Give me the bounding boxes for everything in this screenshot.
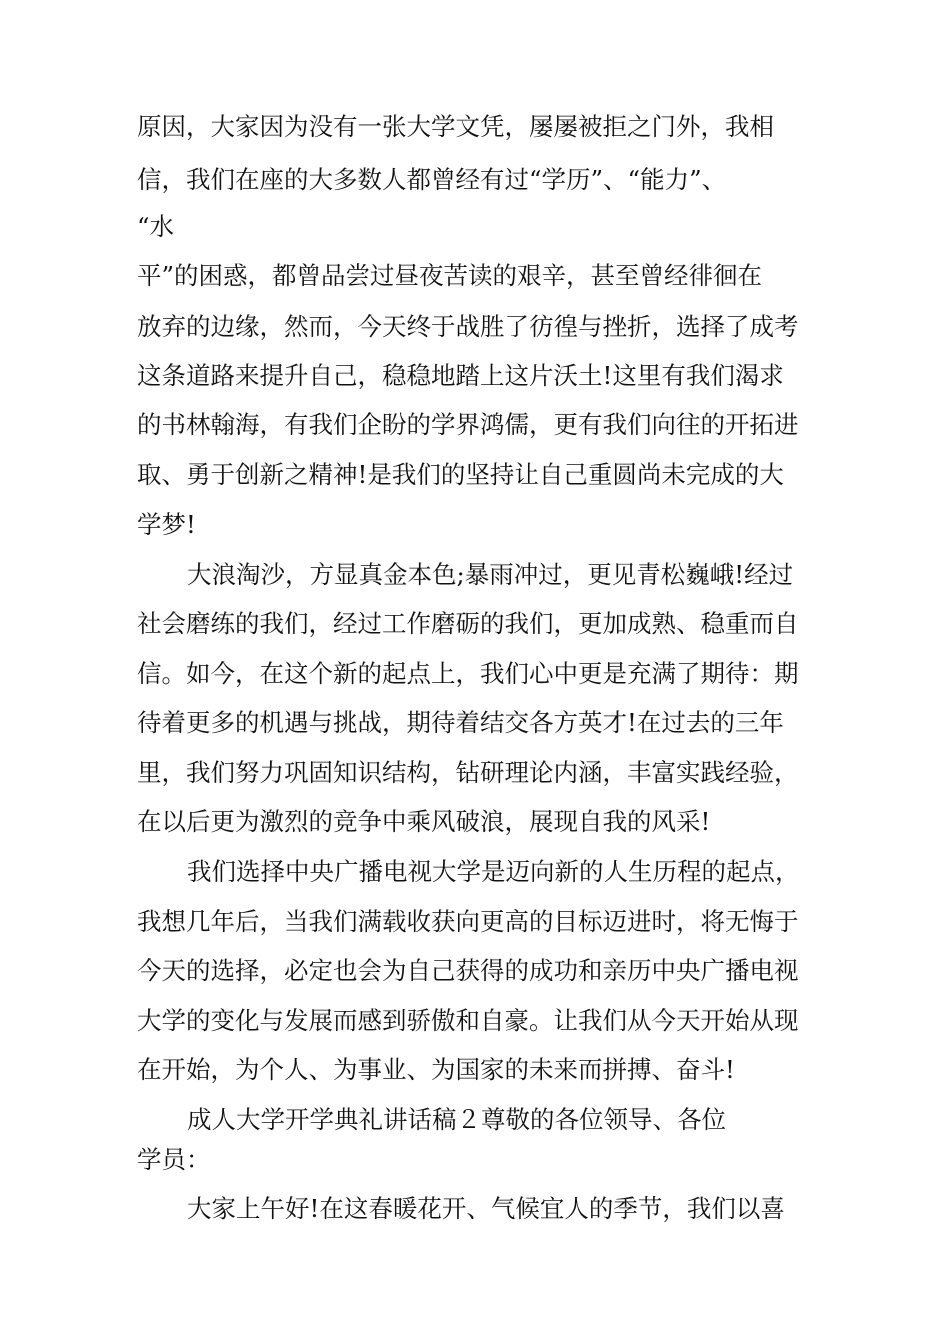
text-line: 社会磨练的我们，经过工作磨砺的我们，更加成熟、稳重而自 [137, 609, 799, 638]
text-line: 原因，大家因为没有一张大学文凭，屡屡被拒之门外，我相 [137, 112, 774, 141]
text-line: 信，我们在座的大多数人都曾经有过“学历”、“能力”、 [137, 165, 727, 194]
text-line: 学梦! [137, 510, 196, 539]
text-line: “水 [137, 212, 175, 241]
text-line: 放弃的边缘，然而，今天终于战胜了彷徨与挫折，选择了成考 [137, 312, 799, 341]
text-line: 待着更多的机遇与挑战，期待着结交各方英才!在过去的三年 [137, 708, 784, 737]
text-line: 大学的变化与发展而感到骄傲和自豪。让我们从今天开始从现 [137, 1006, 799, 1035]
text-line: 信。如今，在这个新的起点上，我们心中更是充满了期待：期 [137, 659, 799, 688]
section-heading: 成人大学开学典礼讲话稿２尊敬的各位领导、各位 [187, 1105, 726, 1134]
text-line: 今天的选择，必定也会为自己获得的成功和亲历中央广播电视 [137, 956, 799, 985]
text-line: 取、勇于创新之精神!是我们的坚持让自己重圆尚未完成的大 [137, 460, 784, 489]
paragraph-first-line: 大浪淘沙，方显真金本色;暴雨冲过，更见青松巍峨!经过 [187, 560, 794, 589]
text-line: 的书林翰海，有我们企盼的学界鸿儒，更有我们向往的开拓进 [137, 410, 799, 439]
text-line: 在以后更为激烈的竞争中乘风破浪，展现自我的风采! [137, 807, 711, 836]
paragraph-first-line: 大家上午好!在这春暖花开、气候宜人的季节，我们以喜 [187, 1194, 785, 1223]
text-line: 平”的困惑，都曾品尝过昼夜苦读的艰辛，甚至曾经徘徊在 [137, 261, 763, 290]
text-line: 在开始，为个人、为事业、为国家的未来而拼搏、奋斗! [137, 1055, 735, 1084]
text-line: 学员： [137, 1145, 211, 1174]
text-line: 我想几年后，当我们满载收获向更高的目标迈进时，将无悔于 [137, 907, 799, 936]
text-line: 这条道路来提升自己，稳稳地踏上这片沃土!这里有我们渴求 [137, 361, 784, 390]
paragraph-first-line: 我们选择中央广播电视大学是迈向新的人生历程的起点， [187, 857, 800, 886]
text-line: 里，我们努力巩固知识结构，钻研理论内涵，丰富实践经验， [137, 758, 799, 787]
